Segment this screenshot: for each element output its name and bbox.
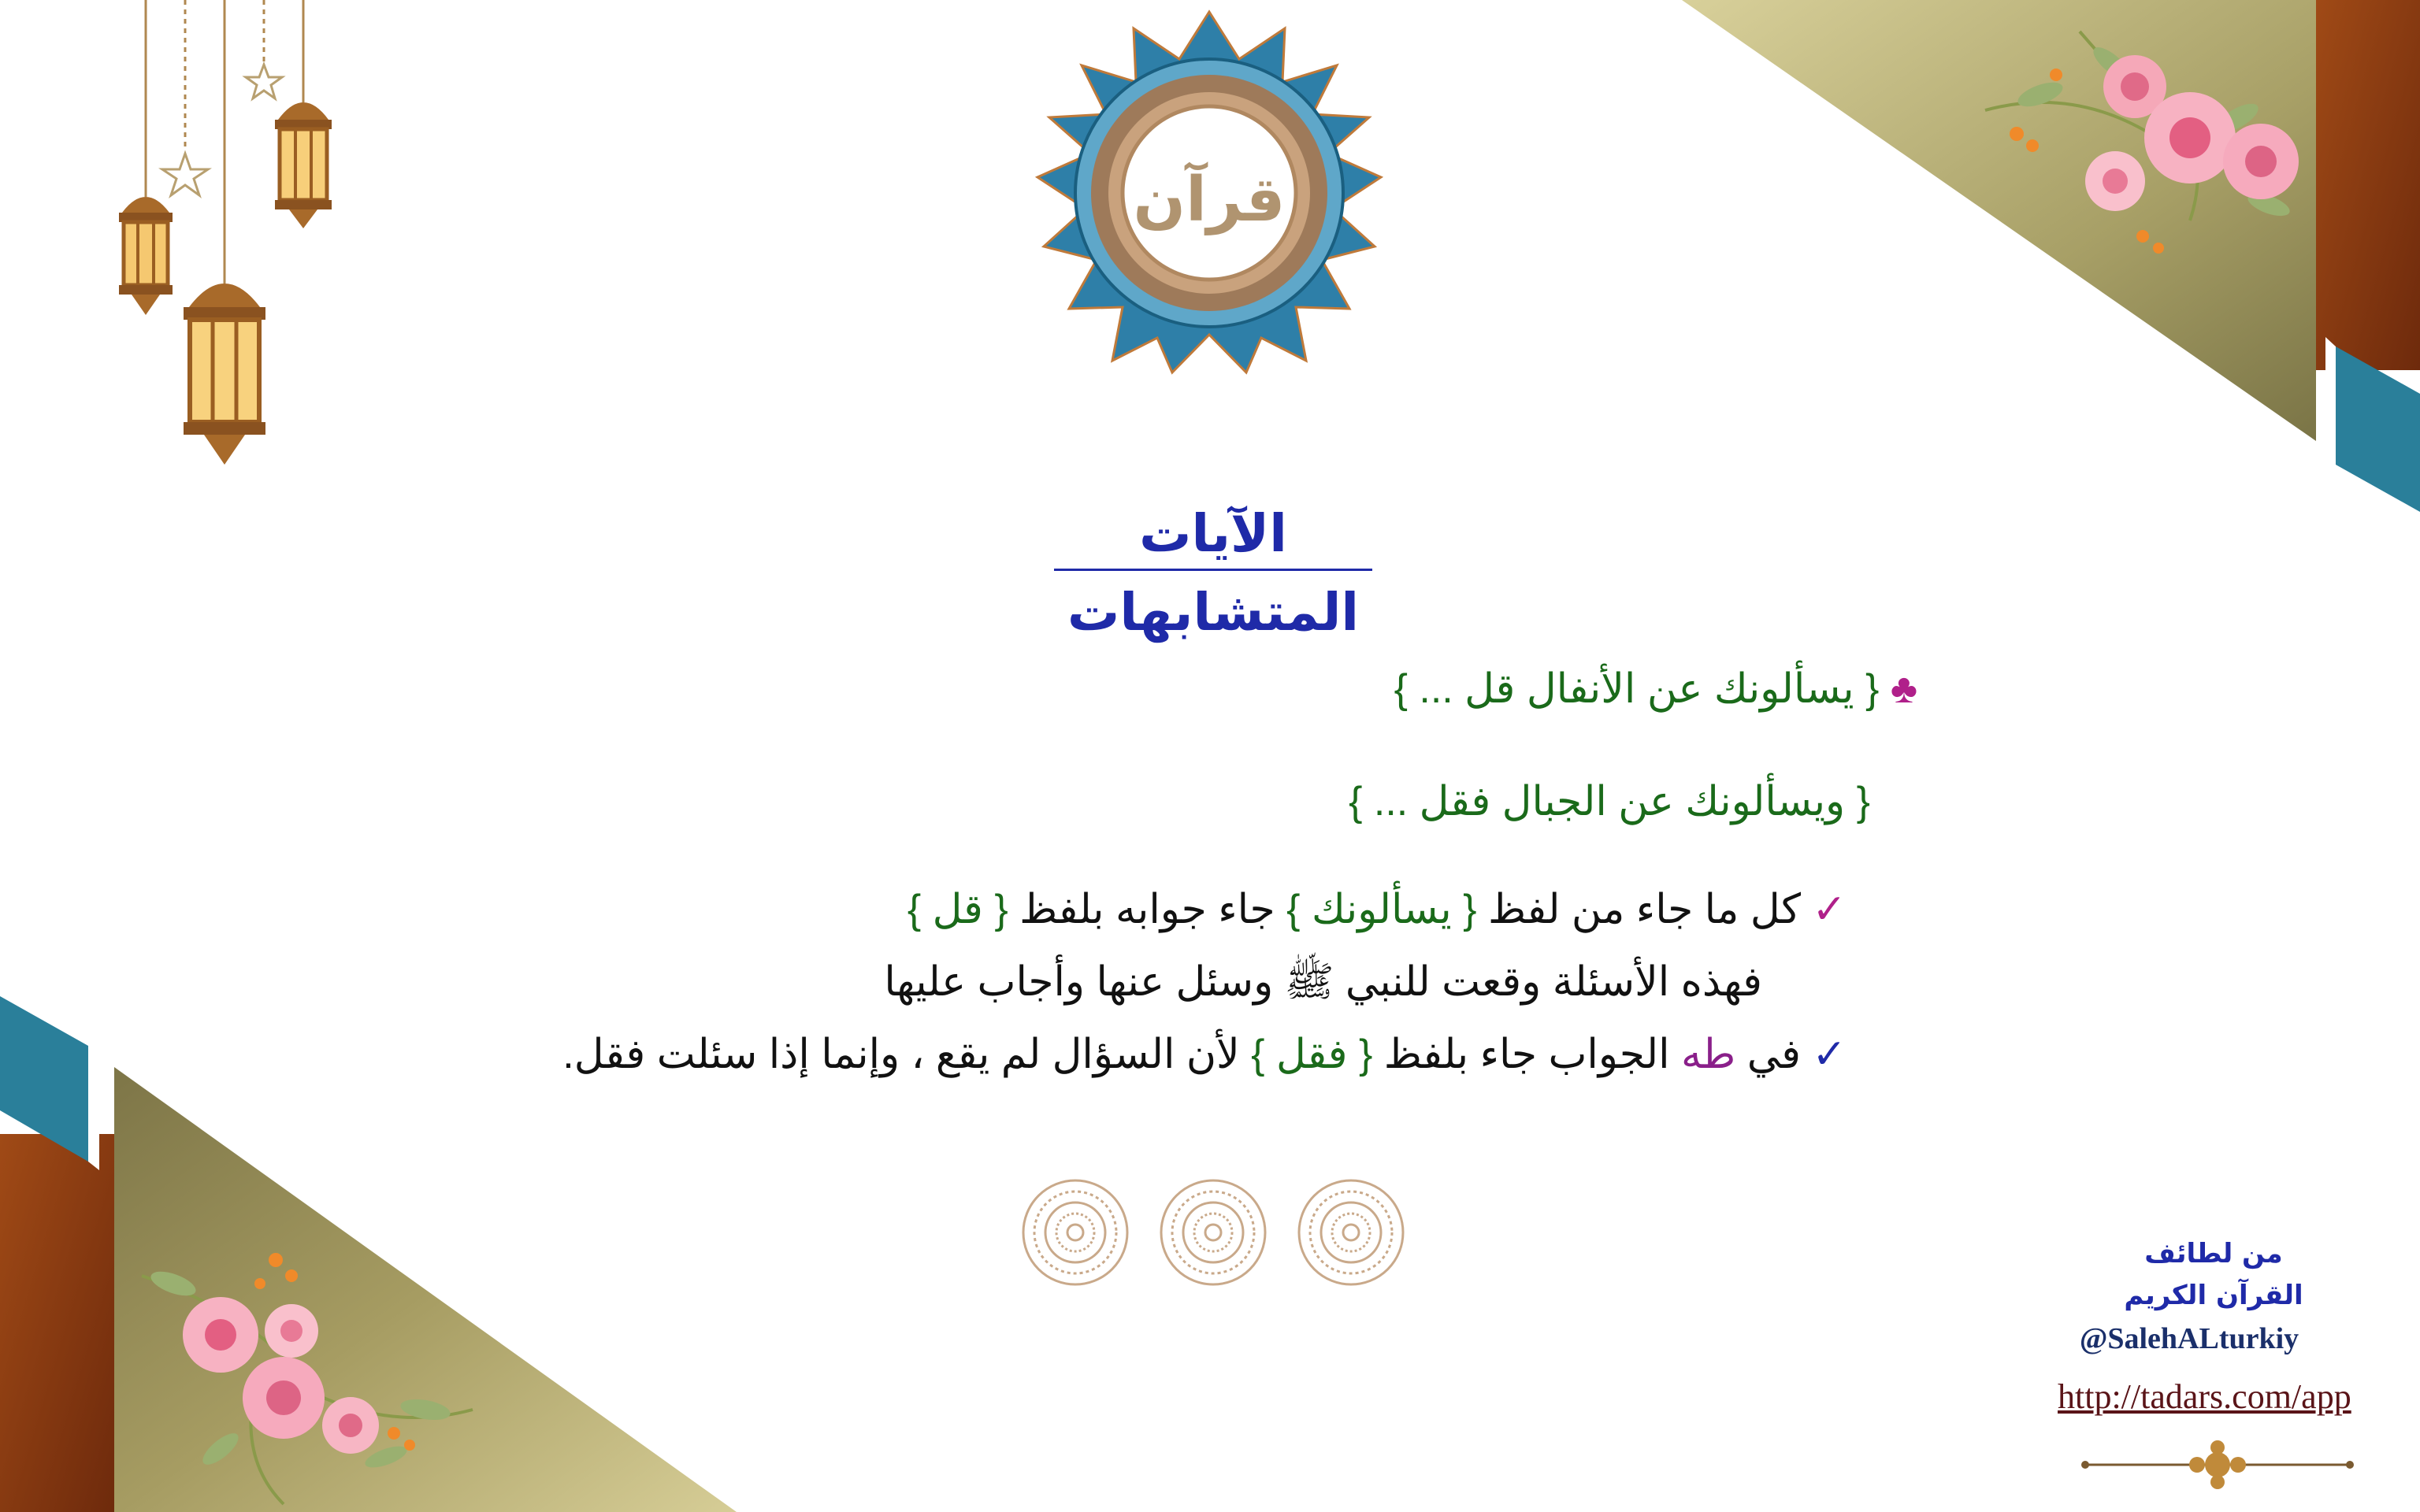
note-2-keyword: فقل (1275, 1032, 1348, 1077)
verse-1-close: } (1394, 666, 1420, 712)
verse-2-text: ويسألونك عن الجبال فقل ... (1373, 779, 1846, 825)
quran-medallion-icon (1024, 8, 1394, 378)
note-2-brace-close: } (1251, 1032, 1276, 1077)
page-title: الآيات المتشابهات (1067, 503, 1359, 643)
note-1-brace-open-2: { (982, 887, 1008, 932)
verse-2-close: } (1349, 779, 1374, 825)
note-2-part-g: لأن السؤال لم يقع ، وإنما إذا سئلت فقل. (562, 1032, 1252, 1077)
note-1-part-a: كل ما جاء من لفظ (1476, 887, 1801, 932)
verse-line-2 (1349, 774, 1870, 829)
note-1-line-2: فهذه الأسئلة وقعت للنبي ﷺ وسئل عنها وأجاب عليها (884, 959, 1762, 1005)
check-bullet-icon: ✓ (1812, 887, 1847, 932)
note-2-surah: طه (1681, 1032, 1736, 1077)
note-1-answer: قل (932, 887, 983, 932)
brown-bar-bottom-left (0, 1134, 114, 1512)
note-1-brace-close: } (1286, 887, 1312, 932)
note-line-2 (562, 1027, 1847, 1082)
floral-bouquet-icon (126, 1228, 496, 1512)
note-1-part-e: جاء جوابه بلفظ (1008, 887, 1287, 932)
note-1-brace-close-2: } (907, 887, 933, 932)
verse-1-open: { (1854, 666, 1880, 712)
check-bullet-icon: ✓ (1812, 1032, 1847, 1077)
signature-line-1: من لطائف (2144, 1238, 2283, 1269)
note-1-keyword: يسألونك (1311, 887, 1452, 932)
ornamental-divider-icon (2076, 1433, 2359, 1496)
note-1-brace-open: { (1451, 887, 1477, 932)
hanging-lantern-icon (102, 0, 354, 488)
signature-line-2: القرآن الكريم (2124, 1280, 2303, 1311)
club-bullet-icon: ♣ (1890, 666, 1917, 712)
svg-text:قرآن: قرآن (1133, 165, 1286, 235)
verse-1-text: يسألونك عن الأنفال قل ... (1419, 666, 1854, 712)
note-2-part-c: الجواب جاء بلفظ (1372, 1032, 1682, 1077)
note-2-brace-open: { (1347, 1032, 1373, 1077)
teal-stripe-top-right (2336, 346, 2420, 512)
note-2-part-a: في (1735, 1032, 1801, 1077)
verse-2-open: { (1845, 779, 1870, 825)
social-handle: @SalehALturkiy (2080, 1322, 2299, 1355)
floral-bouquet-icon (1954, 0, 2308, 268)
note-line-1 (908, 882, 1847, 937)
mandala-ornament-icon (1016, 1173, 1410, 1292)
title-underline (1054, 569, 1372, 571)
website-link[interactable]: http://tadars.com/app (2058, 1377, 2351, 1416)
verse-line-1 (1394, 662, 1917, 717)
brown-bar-top-right (2316, 0, 2420, 370)
note-line-1b (884, 954, 1762, 1010)
